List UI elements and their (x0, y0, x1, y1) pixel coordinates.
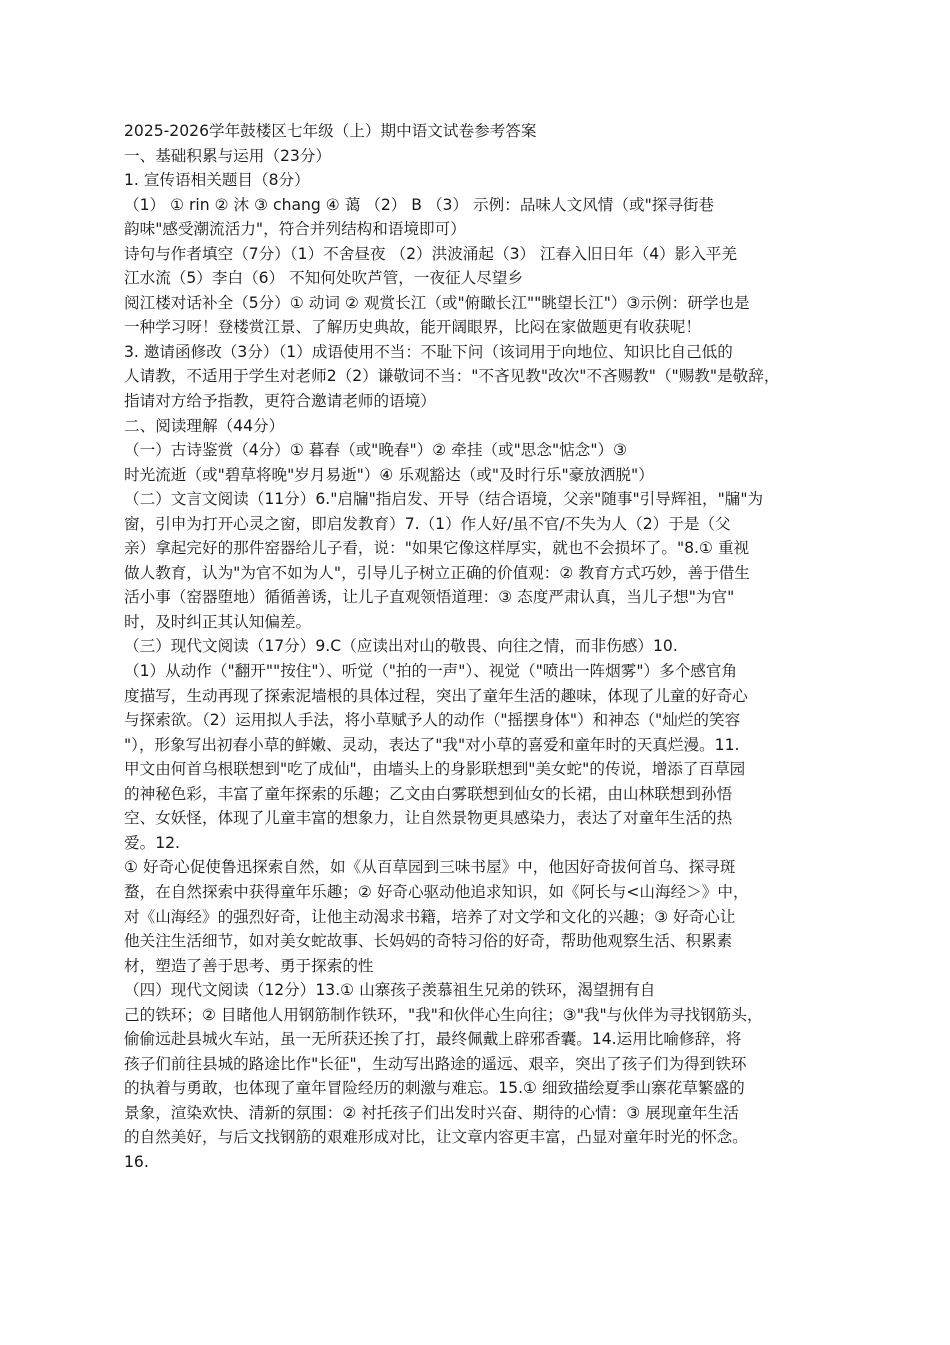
text-line: 指请对方给予指教，更符合邀请老师的语境） (124, 392, 436, 411)
text-line: 活小事（窑器堕地）循循善诱，让儿子直观领悟道理：③ 态度严肃认真，当儿子想"为官" (124, 588, 735, 607)
text-line: ① 好奇心促使鲁迅探索自然，如《从百草园到三味书屋》中，他因好奇拔何首乌、探寻斑 (124, 858, 736, 877)
text-line: 孩子们前往县城的路途比作"长征"，生动写出路途的遥远、艰辛，突出了孩子们为得到铁环 (124, 1054, 747, 1073)
answer-document (124, 119, 829, 1175)
text-line: 的神秘色彩，丰富了童年探索的乐趣；乙文由白雾联想到仙女的长裙，由山林联想到孙悟 (124, 784, 733, 803)
text-line: 江水流（5）李白（6） 不知何处吹芦管，一夜征人尽望乡 (124, 269, 524, 288)
text-line: （一）古诗鉴赏（4分）① 暮春（或"晚春"）② 牵挂（或"思念"惦念"）③ (124, 441, 628, 460)
text-line: 空、女妖怪，体现了儿童丰富的想象力，让自然景物更具感染力，表达了对童年生活的热 (124, 809, 733, 828)
text-line: 阅江楼对话补全（5分）① 动词 ② 观赏长江（或"俯瞰长江""眺望长江"）③示例：研学也是 (124, 293, 750, 312)
text-line: 他关注生活细节，如对美女蛇故事、长妈妈的奇特习俗的好奇，帮助他观察生活、积累素 (124, 932, 733, 951)
text-line: 爱。12. (124, 833, 180, 852)
text-line: 时光流逝（或"碧草将晚"岁月易逝"）④ 乐观豁达（或"及时行乐"豪放洒脱"） (124, 465, 654, 484)
text-line: 人请教，不适用于学生对老师2（2）谦敬词不当："不吝见教"改次"不吝赐教"（"赐教"是敬辞， (124, 367, 780, 386)
text-line: 韵味"感受潮流活力"，符合并列结构和语境即可） (124, 220, 466, 239)
document-title: 2025-2026学年鼓楼区七年级（上）期中语文试卷参考答案 (124, 122, 537, 140)
text-line: 亲）拿起完好的那件窑器给儿子看，说："如果它像这样厚实，就也不会损坏了。"8.① 重视 (124, 539, 750, 558)
text-line: 偷偷远赴县城火车站，虽一无所获还挨了打，最终佩戴上辟邪香囊。14.运用比喻修辞，将 (124, 1030, 742, 1049)
text-line: 16. (124, 1152, 149, 1171)
text-line: （四）现代文阅读（12分）13.① 山寨孩子羡慕祖生兄弟的铁环，渴望拥有自 (124, 981, 656, 1000)
section-heading-basics: 一、基础积累与运用（23分） (124, 146, 331, 165)
text-line: 度描写，生动再现了探索泥墙根的具体过程，突出了童年生活的趣味，体现了儿童的好奇心 (124, 686, 748, 705)
text-line: 时，及时纠正其认知偏差。 (124, 612, 312, 631)
text-line: 甲文由何首乌根联想到"吃了成仙"，由墙头上的身影联想到"美女蛇"的传说，增添了百草园 (124, 760, 746, 779)
text-line: 的自然美好，与后文找钢筋的艰难形成对比，让文章内容更丰富，凸显对童年时光的怀念。 (124, 1128, 748, 1147)
section-heading-reading: 二、阅读理解（44分） (124, 416, 285, 435)
text-line: 己的铁环；② 目睹他人用钢筋制作铁环，"我"和伙伴心生向往；③"我"与伙伴为寻找钢筋头， (124, 1005, 763, 1024)
text-line: 一种学习呀！登楼赏江景、了解历史典故，能开阔眼界，比闷在家做题更有收获呢！ (124, 318, 701, 337)
text-line: 材，塑造了善于思考、勇于探索的性 (124, 956, 374, 975)
text-line: 蝥，在自然探索中获得童年乐趣；② 好奇心驱动他追求知识，如《阿长与<山海经＞》中， (124, 882, 749, 901)
text-line: （1） ① rin ② 沐 ③ chang ④ 蔼 （2） B （3） 示例：品味人文风情（或"探寻街巷 (124, 195, 715, 214)
text-line: 3. 邀请函修改（3分）（1）成语使用不当：不耻下问（该词用于向地位、知识比自己低的 (124, 342, 733, 361)
text-line: （1）从动作（"翻开""按住"）、听觉（"拍的一声"）、视觉（"喷出一阵烟雾"）多个感官角 (124, 662, 738, 681)
text-line: "），形象写出初春小草的鲜嫩、灵动，表达了"我"对小草的喜爱和童年时的天真烂漫。11. (124, 735, 740, 754)
text-line: 对《山海经》的强烈好奇，让他主动渴求书籍，培养了对文学和文化的兴趣；③ 好奇心让 (124, 907, 736, 926)
text-line: 做人教育，认为"为官不如为人"，引导儿子树立正确的价值观：② 教育方式巧妙，善于借生 (124, 563, 750, 582)
text-line: （三）现代文阅读（17分）9.C（应读出对山的敬畏、向往之情，而非伤感）10. (124, 637, 678, 656)
text-line: 的执着与勇敢，也体现了童年冒险经历的刺激与难忘。15.① 细致描绘夏季山寨花草繁盛的 (124, 1079, 745, 1098)
text-line: 诗句与作者填空（7分）（1）不舍昼夜 （2）洪波涌起（3） 江春入旧日年（4）影入平羌 (124, 244, 738, 263)
text-line: 景象，渲染欢快、清新的氛围：② 衬托孩子们出发时兴奋、期待的心情：③ 展现童年生活 (124, 1103, 739, 1122)
text-line: 窗，引申为打开心灵之窗，即启发教育）7.（1）作人好/虽不官/不失为人（2）于是（父 (124, 514, 731, 533)
text-line: 1. 宣传语相关题目（8分） (124, 171, 310, 190)
text-line: （二）文言文阅读（11分）6."启牖"指启发、开导（结合语境，父亲"随事"引导辉祖，"牖"为 (124, 490, 764, 509)
text-line: 与探索欲。（2）运用拟人手法，将小草赋予人的动作（"摇摆身体"）和神态（"灿烂的笑容 (124, 711, 741, 730)
